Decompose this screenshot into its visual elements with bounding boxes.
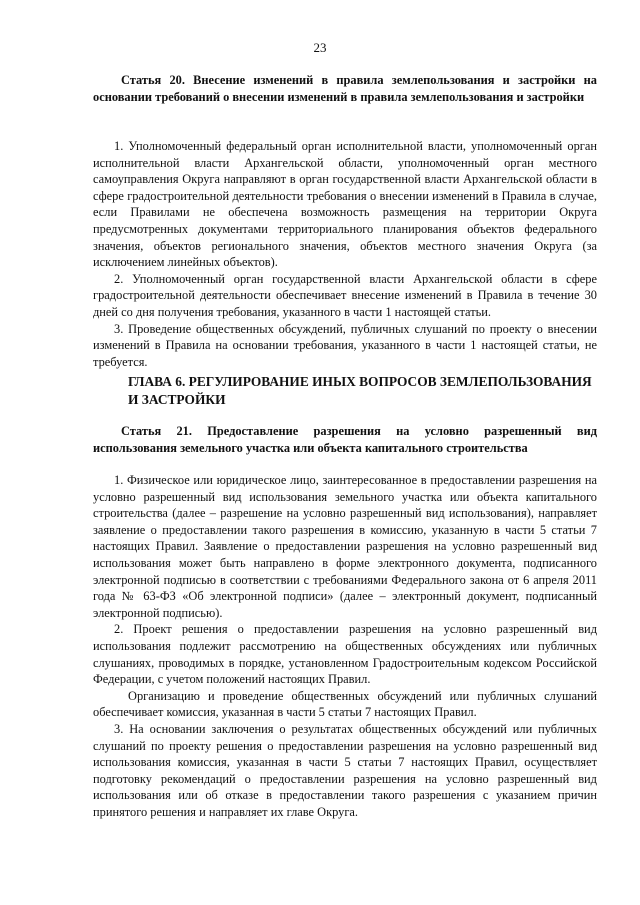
article-21-paragraph-3: 3. На основании заключения о результатах общественных обсуждений или публичных слушаний по проекту решения о предоставлении разрешения на условно разрешенный вид использования комиссия, указанная в части 5 статьи 7 настоящих Правил, осуществляет подготовку рекомендаций о предоставлении разрешения на условно разрешенный вид использования или об отказе в предоставлении такого разрешения с указанием причин принятого решения и направляет их главе Округа. <box>93 721 597 819</box>
article-20-paragraph-2: 2. Уполномоченный орган государственной власти Архангельской области в сфере градостроительной деятельности обеспечивает внесение изменений в Правила в течение 30 дней со дня получения требования, указанного в части 1 настоящей статьи. <box>93 271 597 319</box>
article-21-paragraph-2b: Организацию и проведение общественных обсуждений или публичных слушаний обеспечивает комиссия, указанная в части 5 статьи 7 настоящих Правил. <box>93 688 597 720</box>
page-number: 23 <box>313 40 327 55</box>
article-20-title: Статья 20. Внесение изменений в правила землепользования и застройки на основании требований о внесении изменений в правила землепользования и застройки <box>93 73 597 104</box>
article-20-paragraph-3: 3. Проведение общественных обсуждений, публичных слушаний по проекту о внесении изменений в Правила на основании требования, указанного в части 1 настоящей статьи, не требуется. <box>93 321 597 369</box>
article-21-paragraph-1: 1. Физическое или юридическое лицо, заинтересованное в предоставлении разрешения на условно разрешенный вид использования земельного участка или объекта капитального строительства (далее – разрешение на условно разрешенный вид использования), направляет заявление о предоставлении такого разрешения в комиссию, указанную в части 5 статьи 7 настоящих Правил. Заявление о предоставлении разрешения на условно разрешенный вид использования может быть направлено в форме электронного документа, подписанного электронной подписью в соответствии с требованиями Федерального закона от 6 апреля 2011 года № 63-ФЗ «Об электронной подписи» (далее – электронный документ, подписанный электронной подписью). <box>93 473 597 620</box>
article-20-paragraph-1: 1. Уполномоченный федеральный орган исполнительной власти, уполномоченный орган исполнительной власти Архангельской области, уполномоченный орган местного самоуправления Округа направляют в орган государственной власти Архангельской области в сфере градостроительной деятельности требования о внесении изменений в Правила в случае, если Правилами не обеспечена возможность размещения на территории Округа предусмотренных документами территориального планирования объектов федерального значения, объектов регионального значения, объектов местного значения Округа (за исключением линейных объектов). <box>93 139 597 270</box>
article-21-title: Статья 21. Предоставление разрешения на условно разрешенный вид использования земельного участка или объекта капитального строительства <box>93 424 597 455</box>
article-21-body <box>93 472 597 820</box>
article-21-paragraph-2: 2. Проект решения о предоставлении разрешения на условно разрешенный вид использования подлежит рассмотрению на общественных обсуждениях или публичных слушаниях, проводимых в порядке, установленном Градостроительным кодексом Российской Федерации, с учетом положений настоящих Правил. <box>93 622 597 687</box>
article-20-body <box>93 138 597 370</box>
chapter-6-title: ГЛАВА 6. РЕГУЛИРОВАНИЕ ИНЫХ ВОПРОСОВ ЗЕМЛЕПОЛЬЗОВАНИЯ И ЗАСТРОЙКИ <box>128 374 592 407</box>
